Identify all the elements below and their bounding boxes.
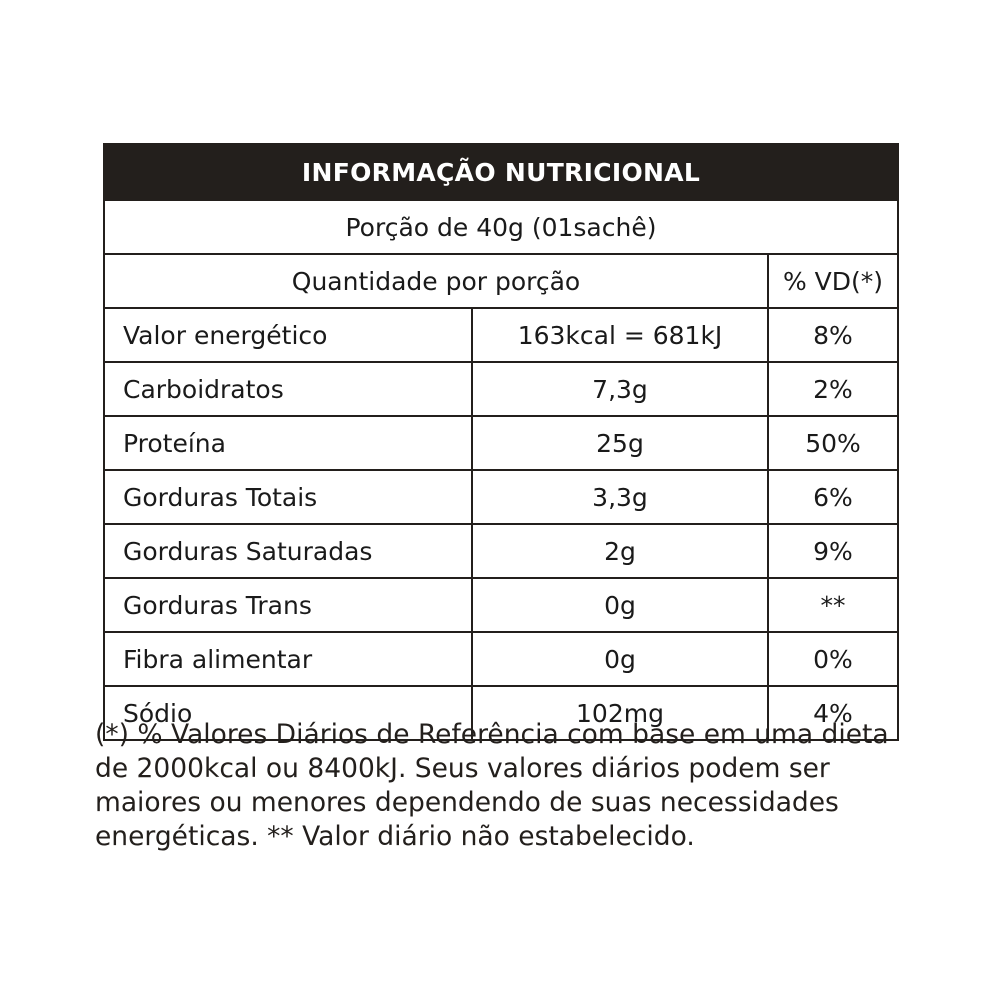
- nutrient-vd: 2%: [768, 362, 898, 416]
- nutrient-amount: 0g: [472, 632, 768, 686]
- column-header-amount: Quantidade por porção: [104, 254, 768, 308]
- table-row: [104, 308, 898, 362]
- table-row: [104, 578, 898, 632]
- nutrient-name: Fibra alimentar: [104, 632, 472, 686]
- nutrient-vd: **: [768, 578, 898, 632]
- nutrition-title: INFORMAÇÃO NUTRICIONAL: [104, 144, 898, 200]
- nutrient-vd: 50%: [768, 416, 898, 470]
- table-row: [104, 470, 898, 524]
- nutrient-vd: 6%: [768, 470, 898, 524]
- nutrient-vd: 9%: [768, 524, 898, 578]
- table-row: [104, 362, 898, 416]
- nutrient-name: Gorduras Trans: [104, 578, 472, 632]
- table-row: [104, 524, 898, 578]
- nutrition-title-row: [104, 144, 898, 200]
- nutrient-name: Gorduras Totais: [104, 470, 472, 524]
- column-header-vd: % VD(*): [768, 254, 898, 308]
- nutrient-name: Valor energético: [104, 308, 472, 362]
- daily-values-footnote: (*) % Valores Diários de Referência com base em uma dieta de 2000kcal ou 8400kJ. Seus valores diários podem ser maiores ou menores dependendo de suas necessidades energéticas. ** Valor diário não estabelecido.: [95, 719, 889, 852]
- portion-text: Porção de 40g (01sachê): [104, 200, 898, 254]
- nutrient-name: Proteína: [104, 416, 472, 470]
- nutrient-amount: 2g: [472, 524, 768, 578]
- nutrient-vd: 0%: [768, 632, 898, 686]
- portion-row: [104, 200, 898, 254]
- nutrient-amount: 163kcal = 681kJ: [472, 308, 768, 362]
- nutrient-amount: 0g: [472, 578, 768, 632]
- nutrition-facts-label: [103, 143, 897, 741]
- nutrient-amount: 7,3g: [472, 362, 768, 416]
- nutrient-name: Carboidratos: [104, 362, 472, 416]
- column-header-row: [104, 254, 898, 308]
- nutrient-vd: 4%: [768, 686, 898, 740]
- nutrition-table: [103, 143, 899, 741]
- nutrient-amount: 3,3g: [472, 470, 768, 524]
- table-row: [104, 416, 898, 470]
- nutrient-amount: 102mg: [472, 686, 768, 740]
- nutrient-amount: 25g: [472, 416, 768, 470]
- nutrient-vd: 8%: [768, 308, 898, 362]
- table-row: [104, 632, 898, 686]
- nutrient-name: Sódio: [104, 686, 472, 740]
- nutrient-name: Gorduras Saturadas: [104, 524, 472, 578]
